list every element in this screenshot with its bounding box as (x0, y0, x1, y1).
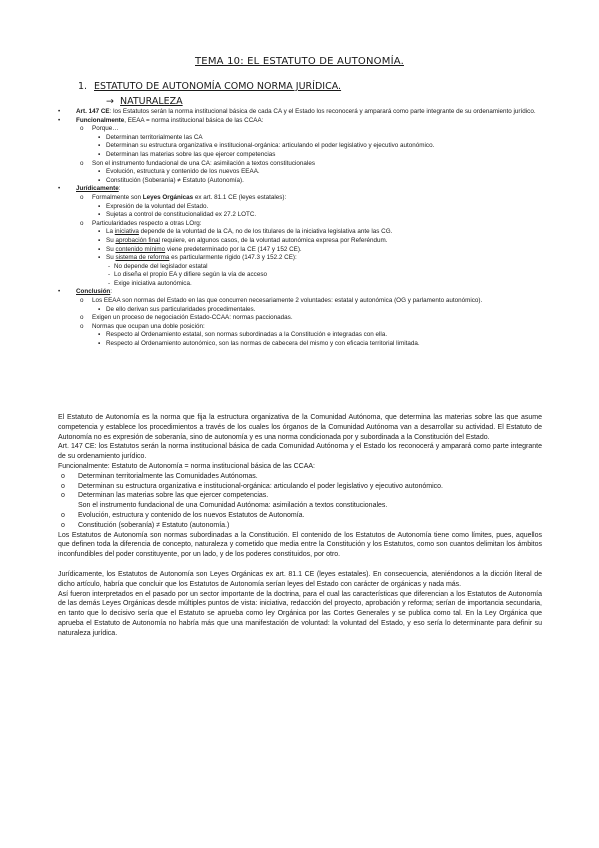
list-item-text: Determinan su estructura organizativa e institucional-orgánica: articulando el poder legislativo y ejecutivo autonómico. (78, 482, 443, 490)
list-item (58, 306, 548, 315)
conclusion-text: Exigen un proceso de negociación Estado-CCAA: normas paccionadas. (92, 314, 293, 322)
paragraph: Art. 147 CE: los Estatutos serán la norma institucional básica de cada Comunidad Autónoma y el Estado los reconocerá y amparará como parte integrante de su ordenamiento jurídico. (58, 443, 542, 461)
list-item (58, 340, 548, 349)
square-bullet-icon: ▪ (98, 228, 101, 236)
section-number: 1. (78, 81, 88, 92)
circle-bullet-icon: o (61, 472, 65, 480)
text: es particularmente rígido (147.3 y 152.2 CE): (169, 254, 297, 262)
dash-bullet-icon: - (108, 262, 111, 270)
list-item (58, 151, 548, 160)
conclusion-label: Conclusión (76, 288, 111, 296)
text: La (106, 228, 115, 236)
list-item-text: Constitución (Soberanía) ≠ Estatuto (Autonomía). (106, 176, 244, 184)
list-item (58, 482, 542, 492)
list-item-text: Determinan las materias sobre las que ejercer competencias (106, 150, 276, 158)
text: Su (106, 236, 116, 244)
list-item (58, 237, 548, 246)
list-item (58, 134, 548, 143)
list-item (58, 142, 548, 151)
formalmente-text: Formalmente son (92, 193, 143, 201)
list-item (58, 211, 548, 220)
outline-item-concl-1 (58, 297, 548, 306)
paragraph: Así fueron interpretados en el pasado por un sector importante de la doctrina, para el cual las características que diferencian a los Estatutos de Autonomía de las demás Leyes Orgánicas desde múltiples puntos de vista: iniciativa, redacción del proyecto, aprobación y reforma; serían de importancia secundaria, en tanto que lo decisivo sería que el Estatuto se aprueba como ley Orgánica por las Cortes Generales y se publica como tal. En la Ley Orgánica que aprueba el Estatuto de Autonomía no habría más que una manifestación de voluntad: la voluntad del Estado, y eso sería lo determinante para definir su naturaleza jurídica. (58, 590, 542, 637)
square-bullet-icon: ▪ (98, 176, 101, 184)
circle-bullet-icon: o (80, 322, 84, 330)
circle-bullet-icon: o (80, 193, 84, 201)
prose-body (58, 413, 542, 639)
outline-notes (58, 108, 548, 349)
outline-item-porque (58, 125, 548, 134)
text: depende de la voluntad de la CA, no de los titulares de la iniciativa legislativa ante las CG. (138, 228, 393, 236)
arrow-icon: → (106, 96, 114, 107)
circle-bullet-icon: o (80, 219, 84, 227)
circle-bullet-icon: o (61, 492, 65, 500)
art147-label: Art. 147 CE (76, 108, 110, 115)
circle-bullet-icon: o (80, 159, 84, 167)
list-item (58, 168, 548, 177)
subsection-heading (106, 96, 183, 107)
spacer (58, 560, 542, 570)
square-bullet-icon: ▪ (98, 254, 101, 262)
list-item-text: Evolución, estructura y contenido de los nuevos EEAA. (106, 168, 260, 176)
square-bullet-icon: ▪ (98, 133, 101, 141)
underlined-term: contenido mínimo (115, 245, 166, 253)
list-item (58, 472, 542, 482)
outline-item-concl-3 (58, 323, 548, 332)
list-item-text: Determinan territorialmente las CA (106, 133, 203, 141)
underlined-term: iniciativa (114, 228, 139, 236)
conclusion-text: Normas que ocupan una doble posición: (92, 322, 205, 330)
square-bullet-icon: ▪ (98, 245, 101, 253)
colon: : (110, 288, 113, 296)
art147-text: : los Estatutos serán la norma institucional básica de cada CA y el Estado los reconocerá y amparará como parte integrante de su ordenamiento jurídico. (109, 108, 536, 115)
list-item (58, 228, 548, 237)
text: requiere, en algunos casos, de la voluntad autonómica expresa por Referéndum. (159, 236, 388, 244)
list-item-text: Determinan territorialmente las Comunidades Autónomas. (78, 472, 258, 480)
square-bullet-icon: ▪ (98, 236, 101, 244)
square-bullet-icon: ▪ (98, 202, 101, 210)
list-item-text: De ello derivan sus particularidades procedimentales. (106, 305, 256, 313)
text: viene predeterminado por la CE (147 y 152 CE). (165, 245, 302, 253)
text: Su (106, 254, 116, 262)
section-title: ESTATUTO DE AUTONOMÍA COMO NORMA JURÍDICA. (94, 81, 342, 92)
list-item (58, 521, 542, 531)
list-item (58, 331, 548, 340)
porque-text: Porque… (92, 125, 119, 133)
formalmente-tail: ex art. 81.1 CE (leyes estatales): (193, 193, 287, 201)
list-item (58, 280, 548, 289)
square-bullet-icon: ▪ (98, 331, 101, 339)
bullet-icon: • (58, 108, 61, 115)
list-item-text: Respecto al Ordenamiento autonómico, son las normas de cabecera del mismo y con eficacia territorial limitada. (106, 340, 420, 348)
circle-bullet-icon: o (80, 297, 84, 305)
circle-bullet-icon: o (61, 482, 65, 490)
outline-item-art147 (58, 108, 548, 117)
circle-bullet-icon: o (80, 314, 84, 322)
list-item-text: Constitución (soberanía) ≠ Estatuto (autonomía.) (78, 521, 230, 529)
outline-item-formalmente (58, 194, 548, 203)
circle-bullet-icon: o (61, 521, 65, 529)
subsection-title: NATURALEZA (120, 96, 183, 107)
bullet-icon: • (58, 185, 61, 193)
square-bullet-icon: ▪ (98, 211, 101, 219)
leyes-organicas: Leyes Orgánicas (142, 193, 194, 201)
particularidades-text: Particularidades respecto a otras LOrg: (92, 219, 202, 227)
list-item (58, 511, 542, 521)
bullet-icon: • (58, 116, 61, 124)
list-item-text: Determinan su estructura organizativa e institucional-orgánica: articulando el poder legislativo y ejecutivo autonómico. (106, 142, 435, 150)
text: Su (106, 245, 116, 253)
list-item (58, 177, 548, 186)
outline-item-juridicamente (58, 185, 548, 194)
dash-bullet-icon: - (108, 271, 111, 279)
list-item-text: No depende del legislador estatal (114, 262, 208, 270)
list-item (58, 271, 548, 280)
square-bullet-icon: ▪ (98, 142, 101, 150)
list-item (58, 203, 548, 212)
list-item-text: Exige iniciativa autonómica. (114, 279, 192, 287)
square-bullet-icon: ▪ (98, 168, 101, 176)
list-item (58, 254, 548, 263)
square-bullet-icon: ▪ (98, 340, 101, 348)
circle-bullet-icon: o (80, 125, 84, 133)
outline-item-conclusion (58, 288, 548, 297)
instrumento-text: Son el instrumento fundacional de una CA: asimilación a textos constitucionales (92, 159, 315, 167)
document-title: TEMA 10: EL ESTATUTO DE AUTONOMÍA. (195, 56, 404, 67)
list-item (58, 263, 548, 272)
list-item (58, 246, 548, 255)
square-bullet-icon: ▪ (98, 150, 101, 158)
list-item-text: Determinan las materias sobre las que ejercer competencias. (78, 492, 269, 500)
paragraph: Jurídicamente, los Estatutos de Autonomía son Leyes Orgánicas ex art. 81.1 CE (leyes estatales). En consecuencia, ateniéndonos a la dicción literal de dicho artículo, habría que concluir que los Estatutos de Autonomía serían leyes del Estado con carácter de orgánicas y nada más. (58, 570, 542, 588)
colon: : (118, 185, 121, 193)
list-item-text: Respecto al Ordenamiento estatal, son normas subordinadas a la Constitución e integradas con ella. (106, 331, 388, 339)
paragraph: Funcionalmente: Estatuto de Autonomía = norma institucional básica de las CCAA: (58, 462, 316, 470)
list-item-text: Sujetas a control de constitucionalidad ex 27.2 LOTC. (106, 211, 257, 219)
paragraph: Los Estatutos de Autonomía son normas subordinadas a la Constitución. El contenido de los Estatutos de Autonomía tiene como límites, pues, aquellos que definen toda la diferencia de concepto, naturaleza y cometido que media entre la Constitución y los Estatutos, como son cuantos delimitan los ámbitos inconfundibles del poder constituyente, por un lado, y de los poderes constituidos, por otro. (58, 531, 542, 559)
juridicamente-label: Jurídicamente (76, 185, 119, 193)
funcionalmente-text: , EEAA = norma institucional básica de las CCAA: (124, 116, 264, 124)
section-heading (78, 81, 341, 92)
outline-item-particularidades (58, 220, 548, 229)
circle-bullet-icon: o (61, 511, 65, 519)
list-item-text: Evolución, estructura y contenido de los nuevos Estatutos de Autonomía. (78, 511, 305, 519)
bullet-icon: • (58, 288, 61, 296)
funcionalmente-label: Funcionalmente (76, 116, 125, 124)
paragraph: El Estatuto de Autonomía es la norma que fija la estructura organizativa de la Comunidad Autónoma, que determina las materias sobre las que asume competencia y establece los procedimientos a través de los cuales los órganos de la Comunidad Autónoma van a desarrollar su actividad. El Estatuto de Autonomía no es expresión de soberanía, sino de autonomía y es una norma condicionada por y subordinada a la Constitución del Estado. (58, 414, 542, 441)
paragraph: Son el instrumento fundacional de una Comunidad Autónoma: asimilación a textos constitucionales. (78, 502, 388, 510)
dash-bullet-icon: - (108, 279, 111, 287)
conclusion-text: Los EEAA son normas del Estado en las que concurren necesariamente 2 voluntades: estatal y autonómica (OG y parlamento autonómico). (92, 297, 483, 305)
underlined-term: sistema de reforma (115, 254, 170, 262)
square-bullet-icon: ▪ (98, 305, 101, 313)
list-item (58, 491, 542, 501)
list-item-text: Lo diseña el propio EA y difiere según la vía de acceso (114, 271, 267, 279)
outline-item-concl-2 (58, 314, 548, 323)
underlined-term: aprobación final (115, 236, 160, 244)
outline-item-instrumento (58, 160, 548, 169)
list-item-text: Expresión de la voluntad del Estado. (106, 202, 209, 210)
outline-item-funcionalmente (58, 117, 548, 126)
